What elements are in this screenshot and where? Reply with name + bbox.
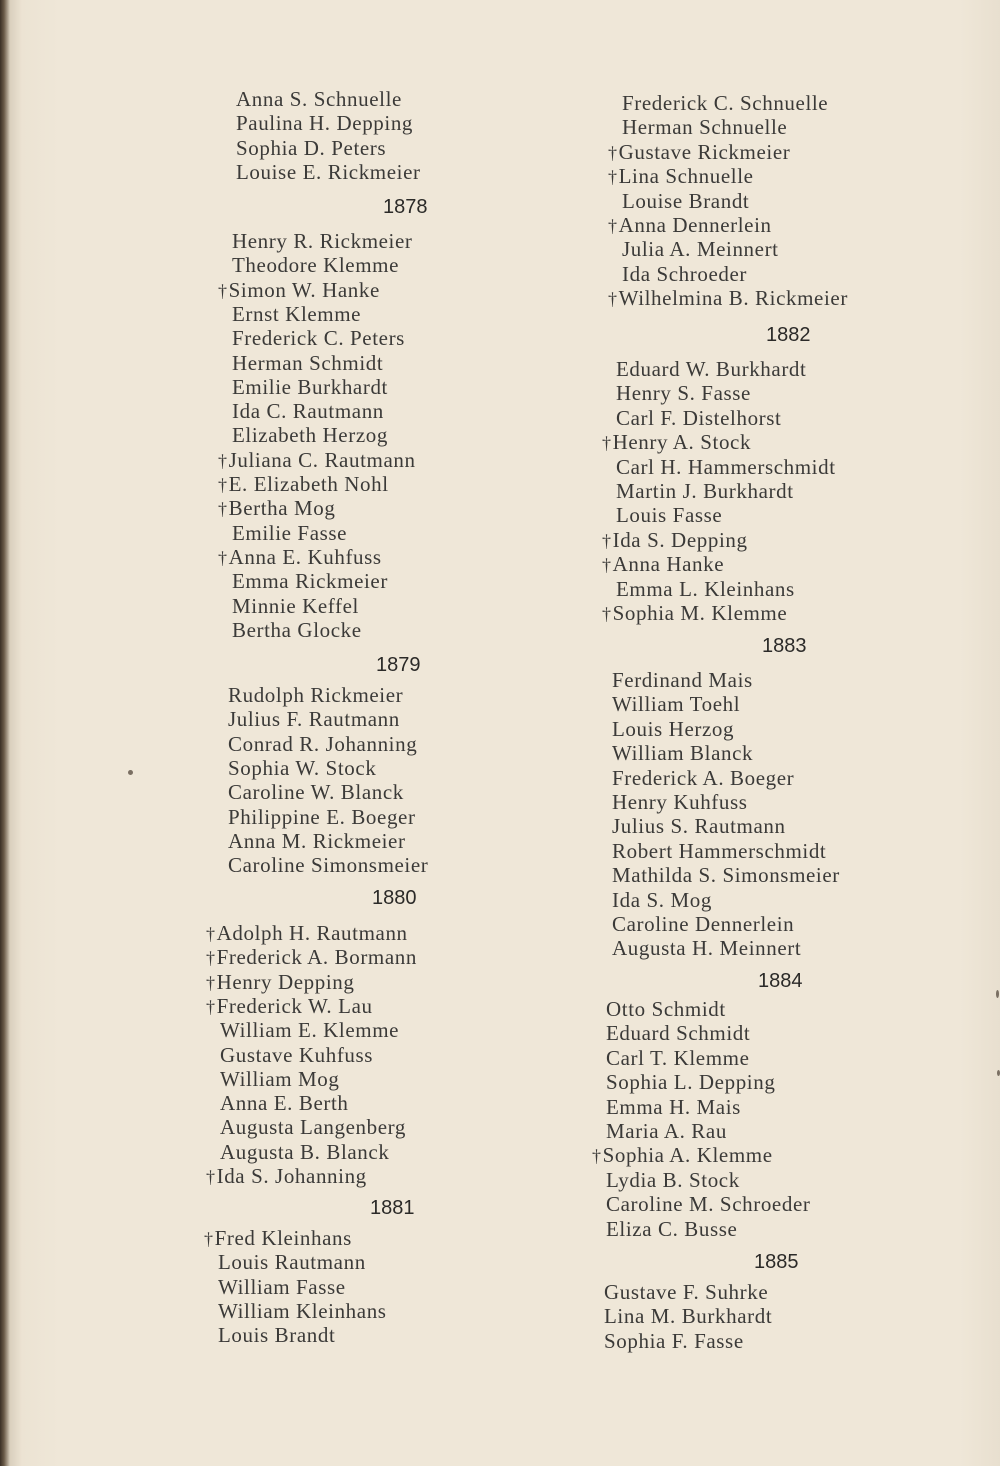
deceased-dagger-icon: †	[602, 604, 612, 624]
confirmand-otto-schmidt	[606, 997, 726, 1021]
confirmand-name: Eduard W. Burkhardt	[616, 357, 807, 381]
deceased-dagger-icon: †	[204, 1229, 214, 1249]
deceased-dagger-icon: †	[206, 948, 216, 968]
confirmand-juliana-c-rautmann	[218, 448, 416, 473]
confirmand-name: Louis Herzog	[612, 717, 735, 741]
confirmand-emma-rickmeier	[232, 569, 388, 593]
confirmand-name: Louis Rautmann	[218, 1250, 366, 1274]
year-heading-1878: 1878	[383, 196, 428, 218]
confirmand-augusta-h-meinnert	[612, 936, 801, 960]
confirmand-henry-s-fasse	[616, 381, 751, 405]
confirmand-augusta-langenberg	[220, 1115, 406, 1139]
confirmand-minnie-keffel	[232, 594, 359, 618]
year-heading-1880: 1880	[372, 887, 417, 909]
confirmand-name: Sophia L. Depping	[606, 1070, 776, 1094]
confirmand-name: Bertha Mog	[228, 496, 336, 520]
confirmand-emma-l-kleinhans	[616, 577, 795, 601]
confirmand-name: Julius F. Rautmann	[228, 707, 400, 731]
deceased-dagger-icon: †	[218, 451, 228, 471]
confirmand-name: Henry A. Stock	[612, 430, 752, 454]
confirmand-eliza-c-busse	[606, 1217, 737, 1241]
confirmand-ida-s-depping	[602, 528, 748, 553]
confirmand-anna-dennerlein	[608, 213, 772, 238]
confirmand-emilie-burkhardt	[232, 375, 388, 399]
confirmand-rudolph-rickmeier	[228, 683, 403, 707]
confirmand-name: Elizabeth Herzog	[232, 423, 388, 447]
confirmand-lydia-b-stock	[606, 1168, 740, 1192]
ink-speck	[128, 770, 133, 775]
confirmand-name: Frederick C. Schnuelle	[622, 91, 829, 115]
confirmand-name: Lina M. Burkhardt	[604, 1304, 773, 1328]
year-heading-1881: 1881	[370, 1197, 415, 1219]
confirmand-name: Caroline Simonsmeier	[228, 853, 429, 877]
confirmand-name: Eduard Schmidt	[606, 1021, 751, 1045]
confirmand-name: Ida C. Rautmann	[232, 399, 384, 423]
confirmand-name: Ida S. Johanning	[216, 1164, 367, 1188]
confirmand-maria-a-rau	[606, 1119, 727, 1143]
year-heading-1885: 1885	[754, 1251, 799, 1273]
confirmand-frederick-a-bormann	[206, 945, 417, 970]
confirmand-name: Lydia B. Stock	[606, 1168, 740, 1192]
confirmand-paulina-h-depping	[236, 111, 413, 135]
confirmand-herman-schmidt	[232, 351, 383, 375]
deceased-dagger-icon: †	[602, 433, 612, 453]
confirmand-name: Henry S. Fasse	[616, 381, 751, 405]
confirmand-name: E. Elizabeth Nohl	[228, 472, 389, 496]
confirmand-name: Anna Hanke	[612, 552, 725, 576]
confirmand-ida-schroeder	[622, 262, 747, 286]
right-column	[500, 0, 920, 1466]
confirmand-gustave-kuhfuss	[220, 1043, 373, 1067]
deceased-dagger-icon: †	[218, 281, 228, 301]
confirmand-louis-rautmann	[218, 1250, 366, 1274]
confirmand-name: Ida S. Mog	[612, 888, 712, 912]
confirmand-name: Juliana C. Rautmann	[228, 448, 416, 472]
confirmand-conrad-r-johanning	[228, 732, 417, 756]
confirmand-name: Sophia F. Fasse	[604, 1329, 744, 1353]
confirmand-lina-m-burkhardt	[604, 1304, 772, 1328]
confirmand-name: Emma Rickmeier	[232, 569, 388, 593]
confirmand-name: Augusta H. Meinnert	[612, 936, 802, 960]
deceased-dagger-icon: †	[602, 531, 612, 551]
confirmand-ida-s-johanning	[206, 1164, 367, 1189]
confirmand-frederick-c-schnuelle	[622, 91, 828, 115]
confirmand-name: Sophia D. Peters	[236, 136, 387, 160]
confirmand-theodore-klemme	[232, 253, 399, 277]
deceased-dagger-icon: †	[592, 1146, 602, 1166]
confirmand-frederick-c-peters	[232, 326, 405, 350]
confirmand-name: William E. Klemme	[220, 1018, 400, 1042]
confirmand-name: Ernst Klemme	[232, 302, 362, 326]
confirmand-ernst-klemme	[232, 302, 361, 326]
year-heading-1882: 1882	[766, 324, 811, 346]
confirmand-ida-c-rautmann	[232, 399, 384, 423]
confirmand-henry-a-stock	[602, 430, 751, 455]
confirmand-name: Rudolph Rickmeier	[228, 683, 404, 707]
confirmand-name: Philippine E. Boeger	[228, 805, 416, 829]
confirmand-sophia-f-fasse	[604, 1329, 744, 1353]
confirmand-william-mog	[220, 1067, 340, 1091]
confirmand-louise-e-rickmeier	[236, 160, 421, 184]
confirmand-name: Frederick C. Peters	[232, 326, 405, 350]
confirmand-name: Louis Fasse	[616, 503, 723, 527]
confirmand-julius-s-rautmann	[612, 814, 786, 838]
confirmand-name: Minnie Keffel	[232, 594, 359, 618]
confirmand-sophia-w-stock	[228, 756, 376, 780]
confirmand-name: Julia A. Meinnert	[622, 237, 779, 261]
confirmand-name: Herman Schmidt	[232, 351, 384, 375]
confirmand-name: Caroline W. Blanck	[228, 780, 404, 804]
confirmand-e-elizabeth-nohl	[218, 472, 389, 497]
confirmand-name: Ferdinand Mais	[612, 668, 753, 692]
confirmand-adolph-h-rautmann	[206, 921, 408, 946]
confirmand-name: Caroline M. Schroeder	[606, 1192, 811, 1216]
confirmand-name: Emma H. Mais	[606, 1095, 741, 1119]
deceased-dagger-icon: †	[206, 997, 216, 1017]
confirmand-name: Bertha Glocke	[232, 618, 362, 642]
confirmand-name: Eliza C. Busse	[606, 1217, 738, 1241]
deceased-dagger-icon: †	[206, 973, 216, 993]
confirmand-carl-f-distelhorst	[616, 406, 781, 430]
confirmand-frederick-a-boeger	[612, 766, 794, 790]
confirmand-name: Henry Depping	[216, 970, 355, 994]
confirmand-name: Anna M. Rickmeier	[228, 829, 406, 853]
confirmand-emma-h-mais	[606, 1095, 741, 1119]
deceased-dagger-icon: †	[608, 216, 618, 236]
ink-speck	[996, 990, 999, 998]
year-heading-1883: 1883	[762, 635, 807, 657]
confirmand-ferdinand-mais	[612, 668, 753, 692]
confirmand-name: Ida S. Depping	[612, 528, 748, 552]
confirmand-name: William Kleinhans	[218, 1299, 387, 1323]
confirmand-name: Carl F. Distelhorst	[616, 406, 782, 430]
confirmand-name: Emilie Fasse	[232, 521, 348, 545]
deceased-dagger-icon: †	[602, 555, 612, 575]
confirmand-name: Sophia M. Klemme	[612, 601, 788, 625]
confirmand-name: Adolph H. Rautmann	[216, 921, 408, 945]
confirmand-name: Martin J. Burkhardt	[616, 479, 794, 503]
confirmand-sophia-l-depping	[606, 1070, 775, 1094]
confirmand-name: Sophia W. Stock	[228, 756, 377, 780]
confirmand-name: Mathilda S. Simonsmeier	[612, 863, 840, 887]
confirmand-name: Otto Schmidt	[606, 997, 726, 1021]
confirmand-philippine-e-boeger	[228, 805, 416, 829]
confirmand-name: Caroline Dennerlein	[612, 912, 795, 936]
year-heading-1884: 1884	[758, 970, 803, 992]
deceased-dagger-icon: †	[608, 289, 618, 309]
confirmand-william-toehl	[612, 692, 740, 716]
confirmand-henry-depping	[206, 970, 354, 995]
confirmand-julia-a-meinnert	[622, 237, 779, 261]
confirmand-anna-s-schnuelle	[236, 87, 402, 111]
confirmand-name: Lina Schnuelle	[618, 164, 754, 188]
confirmand-name: Wilhelmina B. Rickmeier	[618, 286, 848, 310]
confirmand-fred-kleinhans	[204, 1226, 352, 1251]
deceased-dagger-icon: †	[608, 167, 618, 187]
confirmand-wilhelmina-b-rickmeier	[608, 286, 848, 311]
confirmand-name: Conrad R. Johanning	[228, 732, 418, 756]
confirmand-name: Frederick A. Boeger	[612, 766, 795, 790]
confirmand-louis-brandt	[218, 1323, 335, 1347]
left-column	[0, 0, 429, 1466]
confirmand-bertha-glocke	[232, 618, 362, 642]
confirmand-name: Louis Brandt	[218, 1323, 336, 1347]
deceased-dagger-icon: †	[206, 1167, 216, 1187]
confirmand-name: Gustave Rickmeier	[618, 140, 791, 164]
confirmand-gustave-f-suhrke	[604, 1280, 768, 1304]
confirmand-name: Frederick A. Bormann	[216, 945, 417, 969]
confirmand-gustave-rickmeier	[608, 140, 790, 165]
confirmand-name: Herman Schnuelle	[622, 115, 788, 139]
confirmand-name: Paulina H. Depping	[236, 111, 414, 135]
confirmand-name: Emma L. Kleinhans	[616, 577, 795, 601]
deceased-dagger-icon: †	[218, 548, 228, 568]
confirmand-name: Augusta B. Blanck	[220, 1140, 390, 1164]
confirmand-caroline-dennerlein	[612, 912, 794, 936]
confirmand-name: William Blanck	[612, 741, 754, 765]
confirmand-name: Louise Brandt	[622, 189, 750, 213]
confirmand-name: Anna E. Kuhfuss	[228, 545, 382, 569]
confirmand-name: William Fasse	[218, 1275, 346, 1299]
confirmand-name: Anna E. Berth	[220, 1091, 349, 1115]
confirmand-henry-kuhfuss	[612, 790, 748, 814]
confirmand-caroline-w-blanck	[228, 780, 404, 804]
confirmand-name: Robert Hammerschmidt	[612, 839, 827, 863]
confirmand-carl-t-klemme	[606, 1046, 750, 1070]
confirmand-julius-f-rautmann	[228, 707, 400, 731]
confirmand-name: Louise E. Rickmeier	[236, 160, 421, 184]
deceased-dagger-icon: †	[206, 924, 216, 944]
confirmand-caroline-simonsmeier	[228, 853, 428, 877]
confirmand-martin-j-burkhardt	[616, 479, 794, 503]
confirmand-emilie-fasse	[232, 521, 347, 545]
confirmand-louis-fasse	[616, 503, 722, 527]
confirmand-sophia-m-klemme	[602, 601, 787, 626]
year-heading-1879: 1879	[376, 654, 421, 676]
confirmand-bertha-mog	[218, 496, 336, 521]
confirmand-robert-hammerschmidt	[612, 839, 826, 863]
confirmand-name: Henry Kuhfuss	[612, 790, 748, 814]
deceased-dagger-icon: †	[218, 475, 228, 495]
confirmand-louise-brandt	[622, 189, 749, 213]
confirmand-william-blanck	[612, 741, 753, 765]
confirmand-name: Augusta Langenberg	[220, 1115, 406, 1139]
confirmand-name: William Mog	[220, 1067, 340, 1091]
confirmand-anna-e-kuhfuss	[218, 545, 382, 570]
confirmand-sophia-a-klemme	[592, 1143, 773, 1168]
confirmand-name: Theodore Klemme	[232, 253, 400, 277]
confirmand-lina-schnuelle	[608, 164, 754, 189]
confirmand-william-fasse	[218, 1275, 346, 1299]
confirmand-william-kleinhans	[218, 1299, 387, 1323]
confirmand-caroline-m-schroeder	[606, 1192, 810, 1216]
confirmand-name: William Toehl	[612, 692, 741, 716]
confirmand-name: Carl H. Hammerschmidt	[616, 455, 836, 479]
confirmand-name: Gustave Kuhfuss	[220, 1043, 374, 1067]
confirmand-name: Carl T. Klemme	[606, 1046, 750, 1070]
confirmand-name: Ida Schroeder	[622, 262, 747, 286]
confirmand-louis-herzog	[612, 717, 734, 741]
confirmand-anna-e-berth	[220, 1091, 349, 1115]
confirmand-name: Julius S. Rautmann	[612, 814, 786, 838]
confirmand-name: Simon W. Hanke	[228, 278, 380, 302]
confirmand-name: Henry R. Rickmeier	[232, 229, 413, 253]
confirmand-name: Anna Dennerlein	[618, 213, 772, 237]
confirmand-simon-w-hanke	[218, 278, 380, 303]
deceased-dagger-icon: †	[608, 143, 618, 163]
confirmand-henry-r-rickmeier	[232, 229, 413, 253]
confirmand-frederick-w-lau	[206, 994, 373, 1019]
confirmand-eduard-schmidt	[606, 1021, 750, 1045]
confirmand-name: Sophia A. Klemme	[602, 1143, 773, 1167]
confirmand-name: Anna S. Schnuelle	[236, 87, 402, 111]
confirmand-mathilda-s-simonsmeier	[612, 863, 840, 887]
confirmand-name: Maria A. Rau	[606, 1119, 727, 1143]
confirmand-anna-hanke	[602, 552, 724, 577]
confirmand-sophia-d-peters	[236, 136, 386, 160]
confirmand-name: Frederick W. Lau	[216, 994, 373, 1018]
confirmand-eduard-w-burkhardt	[616, 357, 806, 381]
confirmand-name: Fred Kleinhans	[214, 1226, 352, 1250]
confirmand-anna-m-rickmeier	[228, 829, 406, 853]
deceased-dagger-icon: †	[218, 499, 228, 519]
confirmand-name: Emilie Burkhardt	[232, 375, 388, 399]
confirmand-name: Gustave F. Suhrke	[604, 1280, 769, 1304]
confirmand-carl-h-hammerschmidt	[616, 455, 836, 479]
confirmand-herman-schnuelle	[622, 115, 787, 139]
confirmand-william-e-klemme	[220, 1018, 399, 1042]
confirmand-elizabeth-herzog	[232, 423, 388, 447]
confirmand-augusta-b-blanck	[220, 1140, 389, 1164]
confirmand-ida-s-mog	[612, 888, 712, 912]
